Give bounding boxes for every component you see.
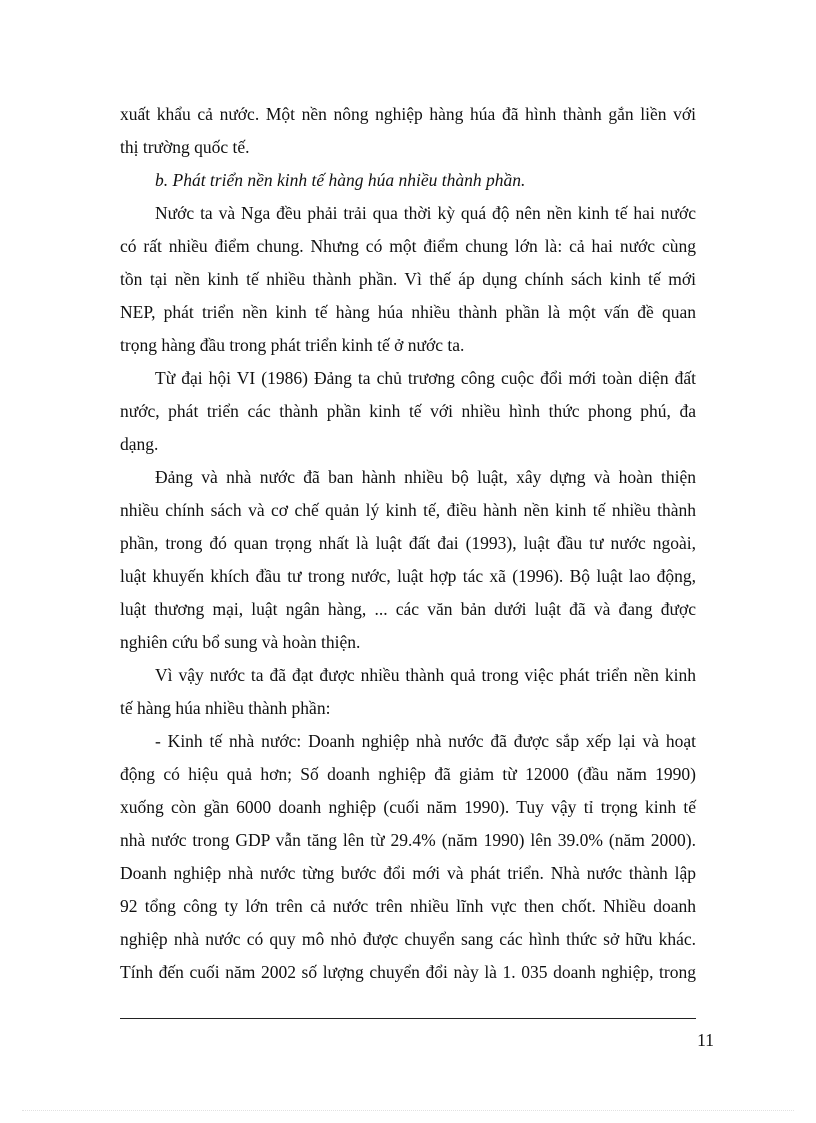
- body-text-line: Doanh nghiệp nhà nước từng bước đổi mới và phát triển. Nhà nước thành lập: [120, 863, 696, 883]
- body-text-line: có rất nhiều điểm chung. Nhưng có một điểm chung lớn là: cả hai nước cùng: [120, 236, 696, 256]
- body-text-line: xuống còn gần 6000 doanh nghiệp (cuối năm 1990). Tuy vậy tỉ trọng kinh tế: [120, 797, 696, 817]
- body-text-line: nghiên cứu bổ sung và hoàn thiện.: [120, 632, 361, 652]
- body-text-line: NEP, phát triển nền kinh tế hàng húa nhiều thành phần là một vấn đề quan: [120, 302, 696, 322]
- body-text-line: - Kinh tế nhà nước: Doanh nghiệp nhà nước đã được sắp xếp lại và hoạt: [155, 731, 696, 751]
- body-text-line: nhà nước trong GDP vẫn tăng lên từ 29.4% (năm 1990) lên 39.0% (năm 2000).: [120, 830, 696, 850]
- section-heading: b. Phát triển nền kinh tế hàng húa nhiều thành phần.: [155, 170, 526, 190]
- body-text-line: Tính đến cuối năm 2002 số lượng chuyển đổi này là 1. 035 doanh nghiệp, trong: [120, 962, 696, 982]
- body-text-line: trọng hàng đầu trong phát triển kinh tế ở nước ta.: [120, 335, 465, 355]
- body-text-line: nước, phát triển các thành phần kinh tế với nhiều hình thức phong phú, đa: [120, 401, 696, 421]
- body-text-line: Từ đại hội VI (1986) Đảng ta chủ trương công cuộc đổi mới toàn diện đất: [155, 368, 696, 388]
- body-text-line: nghiệp nhà nước có quy mô nhỏ được chuyển sang các hình thức sở hữu khác.: [120, 929, 696, 949]
- body-text-line: Đảng và nhà nước đã ban hành nhiều bộ luật, xây dựng và hoàn thiện: [155, 467, 696, 487]
- body-text-line: thị trường quốc tế.: [120, 137, 250, 157]
- body-text-line: phần, trong đó quan trọng nhất là luật đất đai (1993), luật đầu tư nước ngoài,: [120, 533, 696, 553]
- body-text-line: luật thương mại, luật ngân hàng, ... các văn bản dưới luật đã và đang được: [120, 599, 696, 619]
- page-number: 11: [697, 1030, 714, 1050]
- body-text-line: Vì vậy nước ta đã đạt được nhiều thành quả trong việc phát triển nền kinh: [155, 665, 696, 685]
- body-text-line: tế hàng húa nhiều thành phần:: [120, 698, 331, 718]
- body-text-line: luật khuyến khích đầu tư trong nước, luật hợp tác xã (1996). Bộ luật lao động,: [120, 566, 696, 586]
- footer-divider: [120, 1018, 696, 1019]
- body-text-line: 92 tổng công ty lớn trên cả nước trên nhiều lĩnh vực then chốt. Nhiều doanh: [120, 896, 696, 916]
- body-text-line: xuất khẩu cả nước. Một nền nông nghiệp hàng húa đã hình thành gắn liền với: [120, 104, 696, 124]
- body-text-line: động có hiệu quả hơn; Số doanh nghiệp đã giảm từ 12000 (đầu năm 1990): [120, 764, 696, 784]
- body-text-line: Nước ta và Nga đều phải trải qua thời kỳ quá độ nên nền kinh tế hai nước: [155, 203, 696, 223]
- body-text-line: nhiều chính sách và cơ chế quản lý kinh tế, điều hành nền kinh tế nhiều thành: [120, 500, 696, 520]
- body-text-line: tồn tại nền kinh tế nhiều thành phần. Vì thế áp dụng chính sách kinh tế mới: [120, 269, 696, 289]
- body-text-line: dạng.: [120, 434, 159, 454]
- page-bottom-dotted-border: [22, 1110, 794, 1111]
